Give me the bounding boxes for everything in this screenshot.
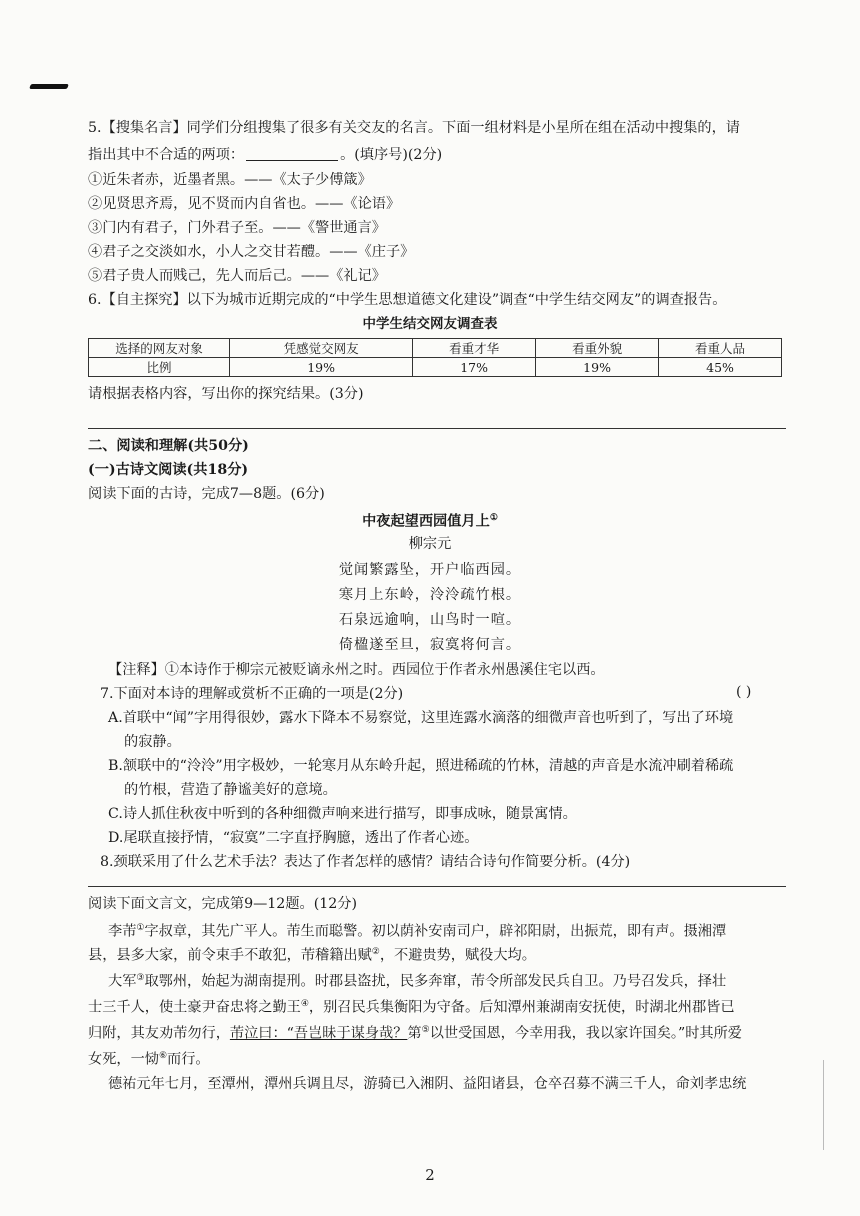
scan-edge: [823, 1060, 824, 1150]
q5-option-5: ⑤君子贵人而贱己，先人而后己。——《礼记》: [88, 268, 386, 284]
table-header-cell: 选择的网友对象: [89, 339, 230, 358]
prose-line: 归附，其友劝芾勿行，芾泣曰：“吾岂昧于谋身哉？第⑤以世受国恩，今幸用我，我以家许国矣。”时其所爱: [88, 1025, 742, 1042]
answer-paren[interactable]: ( ): [736, 684, 752, 700]
prose-line: 县，县多大家，前令束手不敢犯，芾稽籍出赋②，不避贵势，赋役大均。: [88, 947, 536, 964]
q7-option-b: B.颔联中的“泠泠”用字极妙，一轮寒月从东岭升起，照进稀疏的竹林，清越的声音是水流冲刷着稀疏: [108, 758, 734, 774]
poem-line: 石泉远逾响，山鸟时一喧。: [338, 612, 522, 628]
scan-mark: [29, 84, 69, 89]
table-header-cell: 凭感觉交网友: [230, 339, 413, 358]
prose-line: 德祐元年七月，至潭州，潭州兵调且尽，游骑已入湘阴、益阳诸县，仓卒召募不满三千人，命刘孝忠统: [108, 1076, 747, 1092]
page-number: 2: [425, 1166, 435, 1184]
q7-option-d: D.尾联直接抒情，“寂寞”二字直抒胸臆，透出了作者心迹。: [108, 830, 479, 846]
prose-intro: 阅读下面文言文，完成第9—12题。(12分): [88, 896, 358, 912]
q5-option-2: ②见贤思齐焉，见不贤而内自省也。——《论语》: [88, 196, 401, 212]
prose-line: 大军③取鄂州，始起为湖南提刑。时郡县盗扰，民多奔窜，芾令所部发民兵自卫。乃号召发兵，择壮: [108, 973, 727, 990]
underlined-sentence: 芾泣曰：“吾岂昧于谋身哉？: [229, 1025, 408, 1042]
table-header-cell: 看重外貌: [536, 339, 659, 358]
table-cell: 17%: [413, 358, 536, 377]
table-header-row: [89, 339, 782, 358]
table-header-cell: 看重人品: [659, 339, 782, 358]
subsection-title: (一)古诗文阅读(共18分): [88, 462, 249, 478]
poem-note: 【注释】①本诗作于柳宗元被贬谪永州之时。西园位于作者永州愚溪住宅以西。: [108, 662, 605, 678]
q7-option-a: A.首联中“闻”字用得很妙，露水下降本不易察觉，这里连露水滴落的细微声音也听到了，写出了环境: [108, 710, 734, 726]
q5-stem-line1: 5.【搜集名言】同学们分组搜集了很多有关交友的名言。下面一组材料是小星所在组在活动中搜集的，请: [88, 120, 740, 136]
prose-line: 李芾①字叔章，其先广平人。芾生而聪警。初以荫补安南司户，辟祁阳尉，出振荒，即有声。摄湘潭: [108, 923, 727, 940]
q8-stem: 8.颈联采用了什么艺术手法？表达了作者怎样的感情？请结合诗句作简要分析。(4分): [100, 854, 631, 870]
poem-intro: 阅读下面的古诗，完成7—8题。(6分): [88, 486, 325, 502]
table-row: [89, 358, 782, 377]
section-title: 二、阅读和理解(共50分): [88, 438, 249, 454]
q5-option-4: ④君子之交淡如水，小人之交甘若醴。——《庄子》: [88, 244, 415, 260]
poem-line: 倚楹遂至旦，寂寞将何言。: [338, 637, 522, 653]
poem-line: 觉闻繁露坠，开户临西园。: [338, 562, 522, 578]
q7-option-b-cont: 的竹根，营造了静谧美好的意境。: [124, 782, 337, 798]
table-cell: 比例: [89, 358, 230, 377]
survey-table: [88, 338, 782, 377]
q5-option-1: ①近朱者赤，近墨者黑。——《太子少傅箴》: [88, 172, 372, 188]
q6-stem: 6.【自主探究】以下为城市近期完成的“中学生思想道德文化建设”调查“中学生结交网友”的调查报告。: [88, 292, 727, 308]
answer-line[interactable]: [88, 428, 786, 429]
table-title: 中学生结交网友调查表: [362, 316, 498, 332]
answer-line[interactable]: [88, 886, 786, 887]
prose-line: 女死，一恸⑥而行。: [88, 1051, 210, 1068]
table-cell: 45%: [659, 358, 782, 377]
q5-option-3: ③门内有君子，门外君子至。——《警世通言》: [88, 220, 386, 236]
q5-stem-line2: 指出其中不合适的两项： 。(填序号)(2分): [88, 147, 443, 163]
q7-option-c: C.诗人抓住秋夜中听到的各种细微声响来进行描写，即事成咏，随景寓情。: [108, 806, 577, 822]
table-cell: 19%: [230, 358, 413, 377]
q6-prompt: 请根据表格内容，写出你的探究结果。(3分): [88, 386, 364, 402]
prose-line: 士三千人，使土豪尹奋忠将之勤王④，别召民兵集衡阳为守备。后知潭州兼湖南安抚使，时湖北州郡皆已: [88, 999, 735, 1016]
poem-author: 柳宗元: [408, 536, 452, 552]
table-cell: 19%: [536, 358, 659, 377]
poem-line: 寒月上东岭，泠泠疏竹根。: [338, 587, 522, 603]
q7-option-a-cont: 的寂静。: [124, 734, 181, 750]
q7-stem: 7.下面对本诗的理解或赏析不正确的一项是(2分): [100, 686, 404, 702]
answer-blank[interactable]: [246, 146, 338, 161]
table-header-cell: 看重才华: [413, 339, 536, 358]
poem-title: 中夜起望西园值月上①: [362, 513, 498, 530]
